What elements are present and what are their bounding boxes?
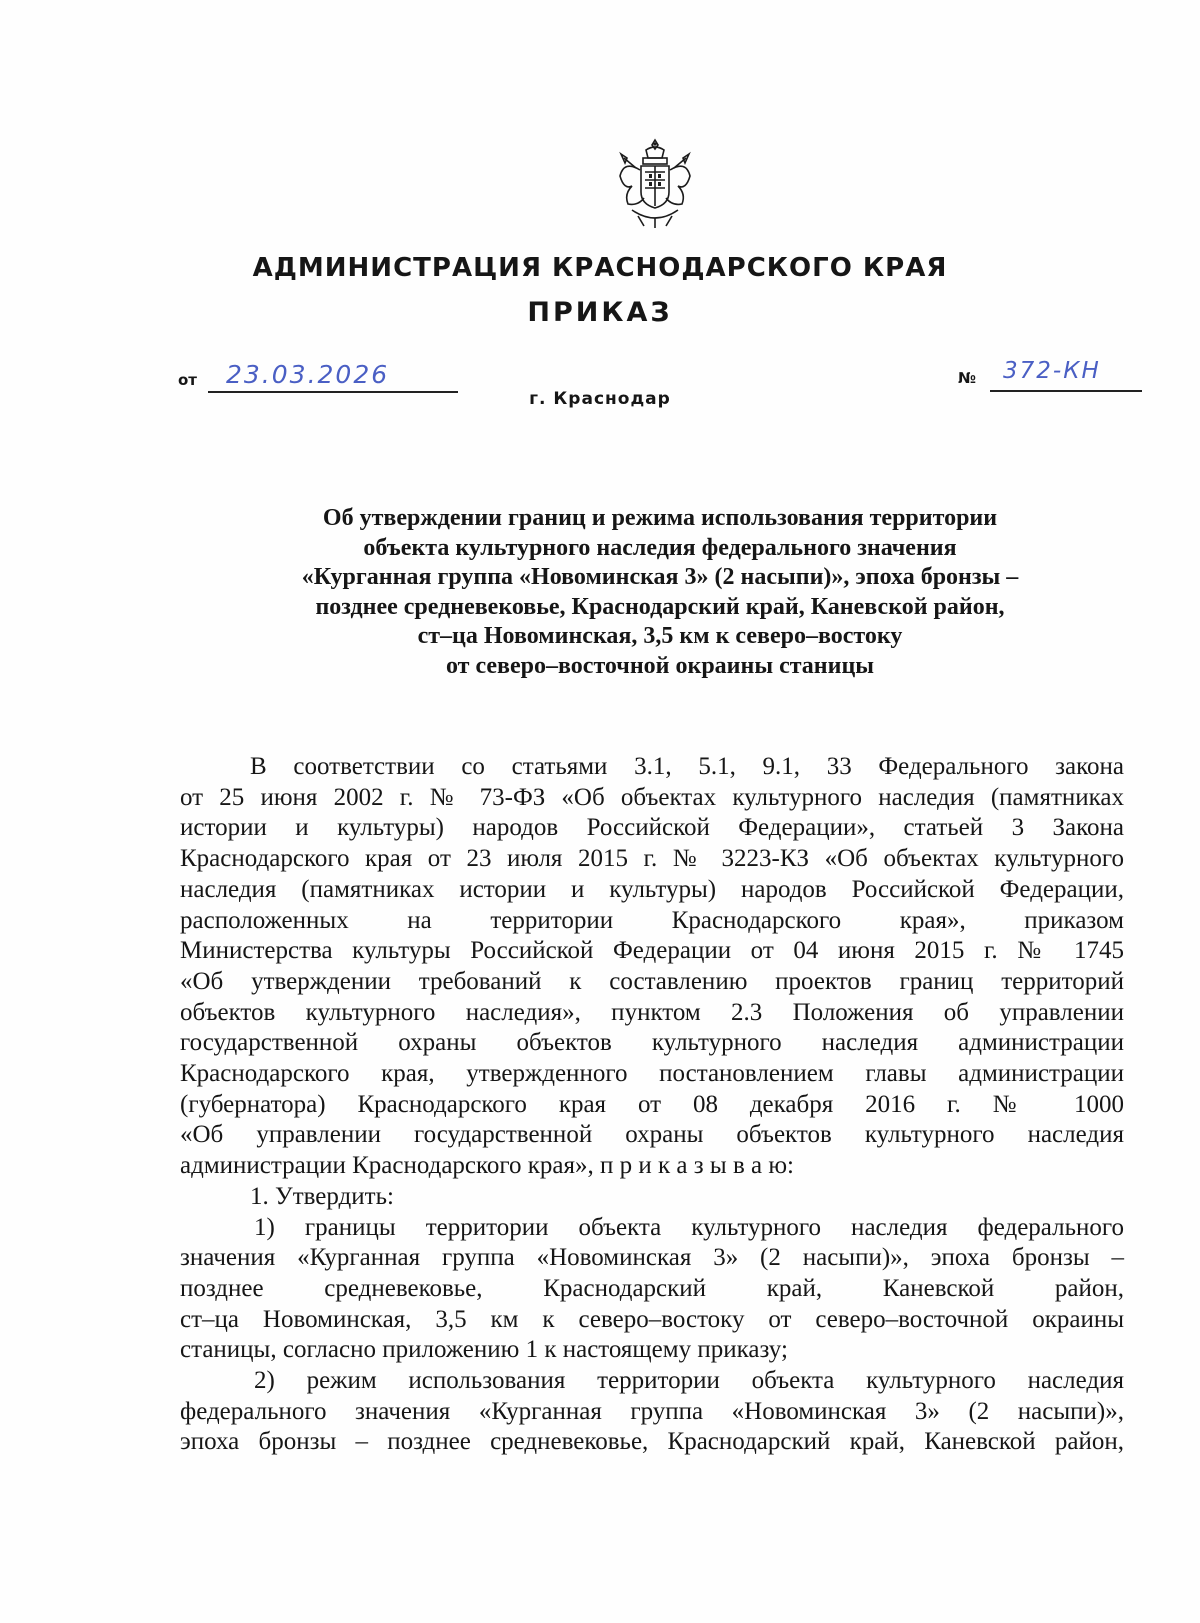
body-line: от 25 июня 2002 г. № 73-ФЗ «Об объектах культурного наследия (памятниках — [180, 783, 1124, 811]
body-line: государственной охраны объектов культурного наследия администрации — [180, 1029, 1124, 1057]
title-line: «Курганная группа «Новоминская 3» (2 насыпи)», эпоха бронзы – — [301, 564, 1019, 590]
date-label: от — [178, 371, 197, 389]
body-line: значения «Курганная группа «Новоминская 3» (2 насыпи)», эпоха бронзы – — [180, 1244, 1124, 1272]
body-line: объектов культурного наследия», пунктом 2.3 Положения об управлении — [180, 998, 1124, 1026]
body-line: наследия (памятниках истории и культуры) народов Российской Федерации, — [180, 875, 1124, 903]
body-line: «Об управлении государственной охраны объектов культурного наследия — [180, 1121, 1124, 1149]
title-line: позднее средневековье, Краснодарский край, Каневской район, — [315, 593, 1005, 620]
title-line: от северо–восточной окраины станицы — [445, 652, 875, 679]
handwritten-date: 23.03.2026 — [226, 360, 390, 389]
body-line: В соответствии со статьями 3.1, 5.1, 9.1, 33 Федерального закона — [250, 753, 1124, 780]
body-line: расположенных на территории Краснодарского края», приказом — [180, 906, 1124, 934]
document-body — [180, 752, 1124, 1458]
title-line: Об утверждении границ и режима использования территории — [322, 505, 998, 531]
body-line: истории и культуры) народов Российской Федерации», статьей 3 Закона — [180, 814, 1124, 842]
coat-of-arms-icon — [614, 136, 696, 232]
body-line: администрации Краснодарского края», п р и к а з ы в а ю: — [180, 1152, 794, 1180]
organization-name: АДМИНИСТРАЦИЯ КРАСНОДАРСКОГО КРАЯ — [252, 253, 948, 283]
body-line: ст–ца Новоминская, 3,5 км к северо–востоку от северо–восточной окраины — [180, 1305, 1124, 1333]
body-line: Министерства культуры Российской Федерации от 04 июня 2015 г. № 1745 — [180, 937, 1124, 965]
body-line: Краснодарского края от 23 июля 2015 г. № 3223-КЗ «Об объектах культурного — [180, 845, 1124, 873]
body-line: (губернатора) Краснодарского края от 08 декабря 2016 г. № 1000 — [180, 1090, 1124, 1118]
title-line: ст–ца Новоминская, 3,5 км к северо–востоку — [417, 623, 903, 649]
handwritten-number: 372-КН — [1003, 358, 1101, 384]
body-line: федерального значения «Курганная группа «Новоминская 3» (2 насыпи)», — [180, 1397, 1124, 1425]
body-line: 2) режим использования территории объекта культурного наследия — [254, 1367, 1124, 1395]
number-label: № — [958, 369, 977, 387]
document-type: ПРИКАЗ — [527, 297, 673, 328]
body-line: эпоха бронзы – позднее средневековье, Краснодарский край, Каневской район, — [180, 1428, 1124, 1456]
body-line: Краснодарского края, утвержденного постановлением главы администрации — [180, 1060, 1124, 1088]
body-line: позднее средневековье, Краснодарский край, Каневской район, — [180, 1274, 1124, 1302]
title-line: объекта культурного наследия федерального значения — [363, 534, 957, 561]
body-line: 1) границы территории объекта культурного наследия федерального — [254, 1213, 1124, 1241]
body-line: станицы, согласно приложению 1 к настоящему приказу; — [180, 1336, 788, 1364]
body-line: «Об утверждении требований к составлению проектов границ территорий — [180, 967, 1124, 995]
document-title — [180, 504, 1140, 681]
body-line: 1. Утвердить: — [250, 1182, 394, 1210]
city-line: г. Краснодар — [529, 389, 671, 409]
